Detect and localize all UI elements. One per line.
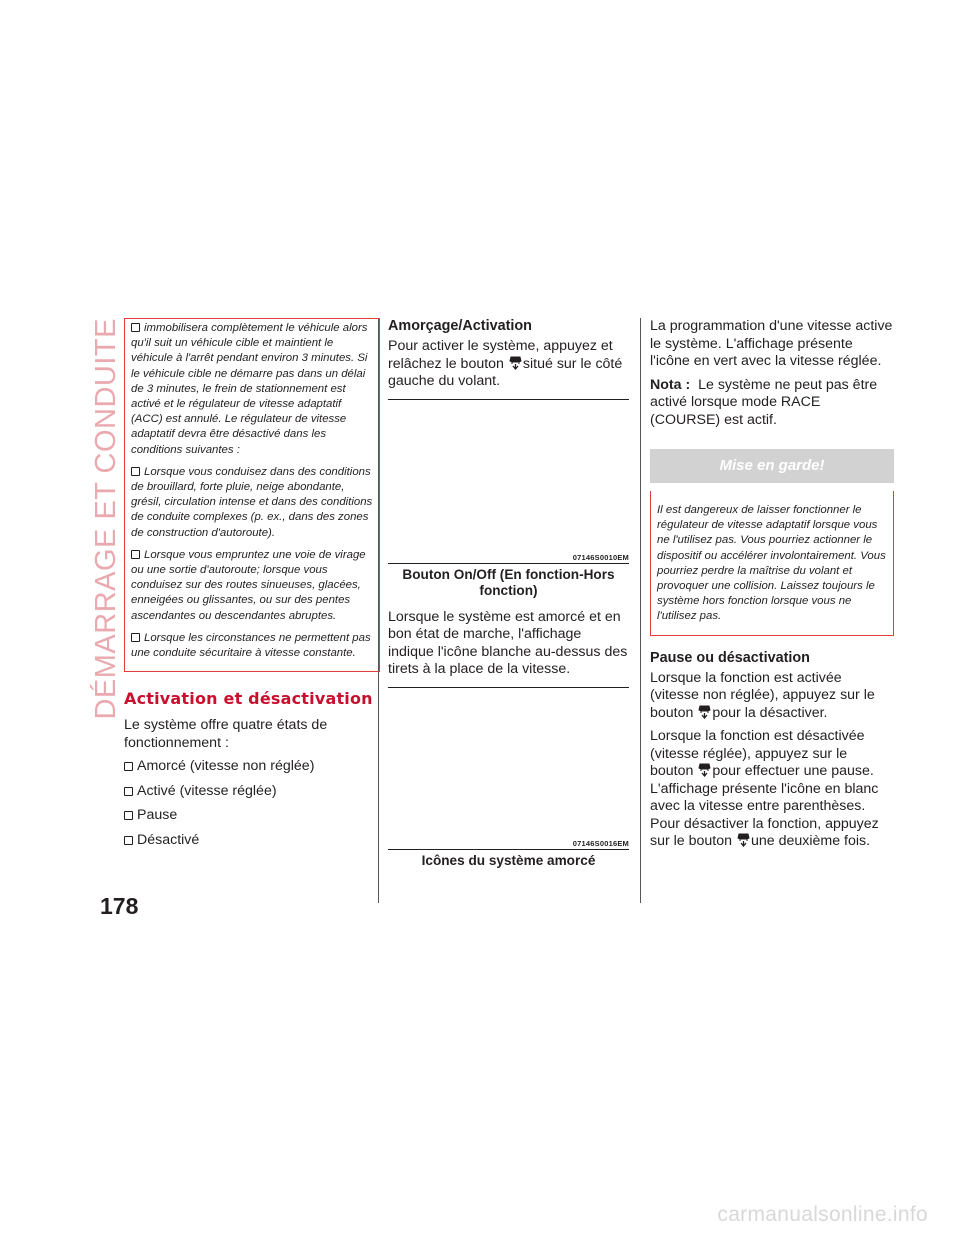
checkbox-bullet-icon: [131, 633, 140, 642]
pause-paragraph-2: Lorsque la fonction est désactivée (vitesse réglée), appuyez sur le bouton pour effectuer une pause. L'affichage présente l'icône en blanc avec la vitesse entre parenthèses. Pour désactiver la fonction, appuyez sur le bouton une deuxième fois.: [650, 728, 879, 850]
list-item: Amorcé (vitesse non réglée): [124, 758, 380, 776]
checkbox-bullet-icon: [131, 323, 140, 332]
section-heading: Activation et désactivation: [124, 689, 373, 709]
site-watermark: carmanualsonline.info: [717, 1203, 928, 1226]
section-side-tab: DÉMARRAGE ET CONDUITE: [90, 318, 122, 720]
note-paragraph: Lorsque vous conduisez dans des conditions de brouillard, forte pluie, neige abondante, grésil, circulation intense et dans des conditions de conduite complexes (p. ex., dans des zones de construction d'autoroute).: [131, 465, 373, 539]
activation-paragraph: Pour activer le système, appuyez et relâchez le bouton situé sur le côté gauche du volant.: [388, 338, 623, 389]
pause-paragraph-1: Lorsque la fonction est activée (vitesse non réglée), appuyez sur le bouton pour la désactiver.: [650, 669, 875, 721]
checkbox-bullet-icon: [124, 762, 133, 771]
activation-heading: Amorçage/Activation: [388, 318, 532, 334]
checkbox-bullet-icon: [124, 787, 133, 796]
column-divider-2: [640, 318, 641, 903]
states-intro: Le système offre quatre états de fonctionnement :: [124, 717, 328, 751]
column-2: [388, 318, 629, 878]
figure-caption: Bouton On/Off (En fonction-Hors fonction): [402, 566, 615, 598]
acc-car-icon: [698, 705, 711, 719]
warning-title: Mise en garde!: [650, 449, 894, 483]
list-item: Activé (vitesse réglée): [124, 783, 380, 801]
figure-on-off-button: [388, 399, 629, 564]
checkbox-bullet-icon: [131, 550, 140, 559]
nota-paragraph: Nota : Le système ne peut pas être activé lorsque mode RACE (COURSE) est actif.: [650, 376, 878, 428]
acc-car-icon: [509, 356, 522, 370]
figure-caption: Icônes du système amorcé: [421, 852, 596, 868]
list-item: Désactivé: [124, 832, 380, 850]
warning-body: Il est dangereux de laisser fonctionner le régulateur de vitesse adaptatif lorsque vous ne l'utilisez pas. Vous pourriez actionner le dispositif ou accélérer involontairement. Vous pourriez perdre la maîtrise du volant et provoquer une collision. Laissez toujours le système hors fonction lorsque vous ne l'utilisez pas.: [650, 491, 894, 636]
figure-code: 07146S0010EM: [572, 552, 629, 562]
column-3: [650, 318, 894, 857]
speed-set-paragraph: La programmation d'une vitesse active le système. L'affichage présente l'icône en vert avec la vitesse réglée.: [650, 318, 893, 369]
page-number: 178: [100, 893, 139, 919]
figure-armed-icons: [388, 687, 629, 850]
nota-label: Nota :: [650, 376, 691, 393]
checkbox-bullet-icon: [124, 811, 133, 820]
note-paragraph: Lorsque vous empruntez une voie de virage ou une sortie d'autoroute; lorsque vous conduisez sur des routes sinueuses, glacées, enneigées ou glissantes, ou sur des pentes ascendantes ou descendantes abruptes.: [131, 548, 366, 622]
pause-heading: Pause ou désactivation: [650, 649, 810, 666]
checkbox-bullet-icon: [124, 836, 133, 845]
note-paragraph: Lorsque les circonstances ne permettent pas une conduite sécuritaire à vitesse constante.: [131, 631, 371, 660]
list-item: Pause: [124, 807, 380, 825]
checkbox-bullet-icon: [131, 467, 140, 476]
acc-car-icon: [737, 833, 750, 847]
column-1: [124, 318, 380, 856]
figure-code: 07146S0016EM: [572, 838, 629, 848]
conditions-note-box: [124, 318, 380, 672]
armed-paragraph: Lorsque le système est amorcé et en bon état de marche, l'affichage indique l'icône blanche au-dessus des tirets à la place de la vitesse.: [388, 608, 628, 677]
acc-car-icon: [698, 763, 711, 777]
note-paragraph: immobilisera complètement le véhicule alors qu'il suit un véhicule cible et maintient le véhicule à l'arrêt pendant environ 3 minutes. Si le véhicule cible ne démarre pas dans un délai de 3 minutes, le frein de stationnement est activé et le régulateur de vitesse adaptatif (ACC) est annulé. Le régulateur de vitesse adaptatif devra être désactivé dans les conditions suivantes :: [131, 322, 368, 456]
